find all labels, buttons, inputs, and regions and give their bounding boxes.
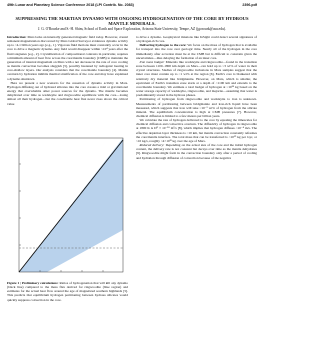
title-block xyxy=(7,16,257,32)
paragraph-lead: Iron mass budget: xyxy=(139,59,165,64)
paragraph xyxy=(136,118,257,143)
paragraph xyxy=(7,81,128,106)
conference-name: 49th Lunar and Planetary Science Conference 2018 (LPI Contrib. No. 2083) xyxy=(7,3,134,7)
paragraph-text: Mars lacks an internally generated magnetic field today. However, crustal remanent magnetization discovered by Mars Global Surveyor evidences dynamo activity up to ~4.1 billion years ago [e.g., 1]. Vigorous fluid motions must constantly occur in the core to drive a magnetic dynamo. Any field would disappear within ~10⁴ years after the fluid stagnates [e.g., 2]. Crystallization of compositional contrasts in particular, requires a minimum amount of heat flow across the core/mantle boundary (CMB) to maintain the generation of internal magnetism on Mars with a net decrease in the rate of core cooling as mantle convection becomes sluggish [3], possibly hastened by radiogenic heating in core-shallow layers. Our analysis considers that the core/mantle boundary [4]. Mantle overturn by hydration inhibits thermal stratification of the core and may have explained a dynamo shutdown. xyxy=(7,35,128,81)
page-header xyxy=(7,3,257,11)
paragraph-text: We focus on the mass of hydrogen that is available for transport into the core over geologic time. Nearly all of the hydrogen in the core immediately after accretion must lie at the CMB but is difficult to constrain given the uncertainties—thus delaying the formation of an inner core. xyxy=(136,43,257,60)
paragraph-text: Minerals like wadsleyite and ringwoodite—found in the transition zone between 1100–1800 km depth on Mars—can hold up to ~3 wt% of water in their crystal structures. Studies of ringwoodite inclusions in Mars samples suggest that the inner core must contain up to ~1 wt% at the region [6]. Earth's core is blanketed with relatively dry material like bridgmanite. However, on Mars, which is smaller, the equivalent of Earth's transition zone starts at a depth of ~1100 km and extends to the core/mantle boundary. We estimate a total budget of hydrogen at ~10²⁰ kg based on the water storage capacity of wadsleyite, ringwoodite, and majorite—assuming that water is predominantly stored in the hydrous phases. xyxy=(136,59,257,98)
author-line: J. G. O'Rourke and S.-H. Shim, School of Earth and Space Exploration, Arizona State University, Tempe, AZ (jgorourk@asu.edu). xyxy=(38,27,226,32)
paragraph xyxy=(7,35,128,81)
paragraph-text: Depending on the actual size of the core and the initial hydrogen content, the delivery rate is not constant but decays over time as the mantle dehydrates [9]. Ringwoodite might form in the convection boundary only after a period of cooling and hydration through diffusion of convection because of the negative xyxy=(136,143,257,160)
figure-caption xyxy=(7,281,128,302)
paragraph xyxy=(136,60,257,97)
left-column xyxy=(7,35,128,106)
paragraph xyxy=(136,43,257,60)
figure-1 xyxy=(7,134,128,280)
paragraph-text: Partitioning of hydrogen from ringwoodite and wadsleyite to iron is unknown. Measurements of partitioning between bridgmanite and iron-rich liquid have been measured, which suggests that iron will take ~10⁻³ wt% of hydrogen from the silicate mineral. The equilibrium concentration is high at CMB pressures [7]. However, chemical diffusion is limited to a few meters per billion years. xyxy=(136,97,257,118)
abstract-number: 2396.pdf xyxy=(242,3,257,7)
paragraph-lead: Reduced delivery: xyxy=(139,143,165,148)
paragraph-text: We calculate the rate of hydrogen delivered to the core by equating the timescales for chemical diffusion and convective overturn. The diffusivity of hydrogen in ringwoodite at 1800 K is Dᴴ ≈ 10⁻¹⁰ m²/s [8], which implies that hydrogen diffuses ~10⁻⁴ m/s. The effective depletion layer thickness is ~10 km, but mantle convection constantly refreshes the core/mantle interface. The total mass that can be transferred is ~10¹⁹ kg per Gyr, or ~10 kg/s, roughly ~4×10¹³ kg over the age of Mars. xyxy=(136,118,257,143)
paper-title: SUPPRESSING THE MARTIAN DYNAMO WITH ONGOING HYDROGENATION OF THE CORE BY HYDROUS MANTLE MINERALS. xyxy=(15,16,249,27)
caption-text: Ratios of hydrogenation that will kill any dynamo (black line) compared to the mass flux derived for ringwoodite (blue region) and estimates for the actual heat flow around the age of magnetized southern highlands [5]. This predicts that equilibrium hydrogen partitioning between hydrous silicates would quickly suppress convection in the core. xyxy=(7,281,128,302)
figure-1-plot xyxy=(7,134,128,280)
paragraph-lead: Delivering hydrogen to the core: xyxy=(139,43,187,48)
paragraph xyxy=(136,35,257,43)
paragraph xyxy=(136,97,257,118)
paragraph-text: Here we present a new scenario for the cessation of dynamo activity in Mars. Hydrogen diffusing out of hydrated silicates into the core creates a tidal or gravitational energy that overwhelms other power sources for the dynamo. The mantle becomes dehydrated over time as wadsleyite and ringwoodite equilibrate with the core—losing almost all their hydrogen—but the core/mantle heat flux never rises above the critical value xyxy=(7,80,128,106)
paragraph-lead: Introduction: xyxy=(7,35,27,39)
paragraph xyxy=(136,143,257,160)
right-column xyxy=(136,35,257,160)
paragraph-text: to drive a dynamo. Geophysical missions like InSight could detect several signatures of a hydrogen-rich core. xyxy=(136,35,257,44)
caption-lead: Figure 1 | Preliminary calculations: xyxy=(7,281,59,285)
